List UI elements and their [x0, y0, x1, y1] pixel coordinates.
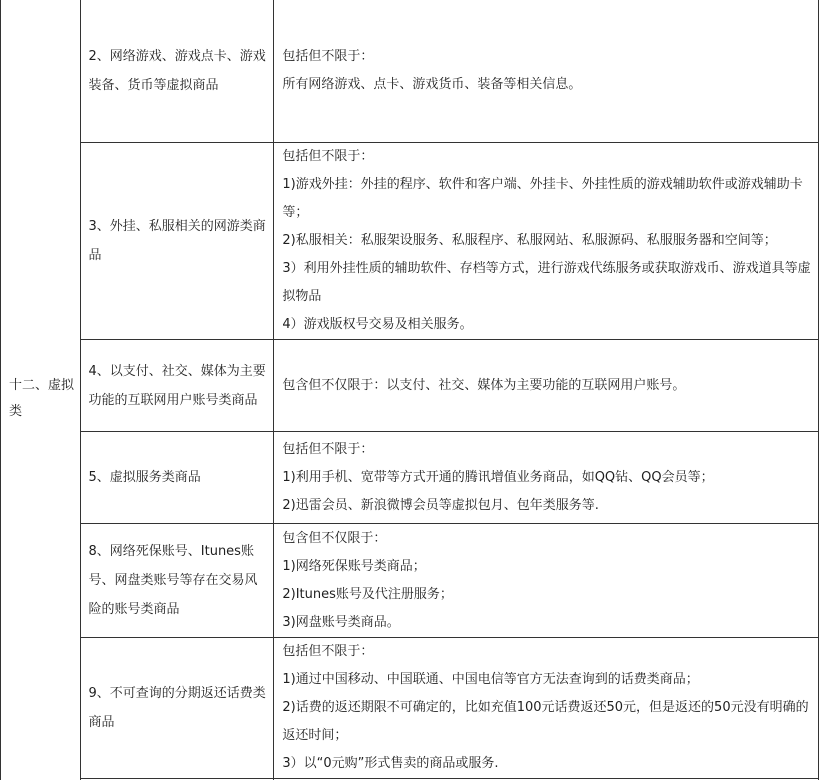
description-line: 3)网盘账号类商品。	[282, 614, 400, 630]
description-line: 包括但不限于：	[282, 441, 374, 457]
description-line: 包括但不限于：	[282, 644, 374, 659]
description-line: 2)话费的返还期限不可确定的，比如充值100元话费返还50元，但是返还的50元没有明确的返还时间；	[282, 700, 809, 743]
category-cell	[1, 0, 81, 780]
description-cell	[274, 638, 819, 779]
description-line: 2)私服相关：私服架设服务、私服程序、私服网站、私服源码、私服服务器和空间等；	[282, 233, 777, 248]
description-line: 包括但不限于：	[282, 49, 374, 64]
description-line: 2)迅雷会员、新浪微博会员等虚拟包月、包年类服务等.	[282, 497, 599, 513]
description-cell	[274, 524, 819, 638]
item-label: 9、不可查询的分期返还话费类商品	[88, 686, 266, 730]
description-line: 包括但不限于：	[282, 149, 374, 164]
item-cell	[80, 0, 274, 143]
category-label: 十二、虚拟类	[9, 378, 75, 419]
description-line: 所有网络游戏、点卡、游戏货币、装备等相关信息。	[282, 77, 582, 92]
item-cell	[80, 143, 274, 340]
item-label: 5、虚拟服务类商品	[88, 470, 201, 485]
item-cell	[80, 432, 274, 524]
description-line: 3）利用外挂性质的辅助软件、存档等方式，进行游戏代练服务或获取游戏币、游戏道具等虚拟物品	[282, 261, 811, 304]
item-label: 8、网络死保账号、Itunes账号、网盘类账号等存在交易风险的账号类商品	[88, 544, 258, 617]
description-line: 1)网络死保账号类商品；	[282, 558, 426, 574]
description-line: 1)游戏外挂：外挂的程序、软件和客户端、外挂卡、外挂性质的游戏辅助软件或游戏辅助卡等；	[282, 177, 803, 220]
table-row	[1, 143, 819, 340]
description-line: 包含但不仅限于：	[282, 530, 387, 546]
description-line: 1)利用手机、宽带等方式开通的腾讯增值业务商品，如QQ钻、QQ会员等；	[282, 469, 714, 485]
item-label: 4、以支付、社交、媒体为主要功能的互联网用户账号类商品	[88, 363, 266, 408]
item-label: 3、外挂、私服相关的网游类商品	[88, 219, 266, 263]
description-cell	[274, 0, 819, 143]
description-line: 2)Itunes账号及代注册服务；	[282, 586, 453, 602]
table-row	[1, 638, 819, 779]
item-cell	[80, 524, 274, 638]
description-cell	[274, 432, 819, 524]
description-line: 4）游戏版权号交易及相关服务。	[282, 317, 473, 332]
description-line: 3）以“0元购”形式售卖的商品或服务.	[282, 756, 499, 771]
item-label: 2、网络游戏、游戏点卡、游戏装备、货币等虚拟商品	[88, 49, 266, 93]
description-cell	[274, 340, 819, 432]
description-cell	[274, 143, 819, 340]
item-cell	[80, 638, 274, 779]
table-row	[1, 432, 819, 524]
table-row	[1, 340, 819, 432]
item-cell	[80, 340, 274, 432]
table-row	[1, 0, 819, 143]
description-line: 包含但不仅限于：以支付、社交、媒体为主要功能的互联网用户账号。	[282, 377, 686, 393]
description-line: 1)通过中国移动、中国联通、中国电信等官方无法查询到的话费类商品；	[282, 672, 699, 687]
table-row	[1, 524, 819, 638]
